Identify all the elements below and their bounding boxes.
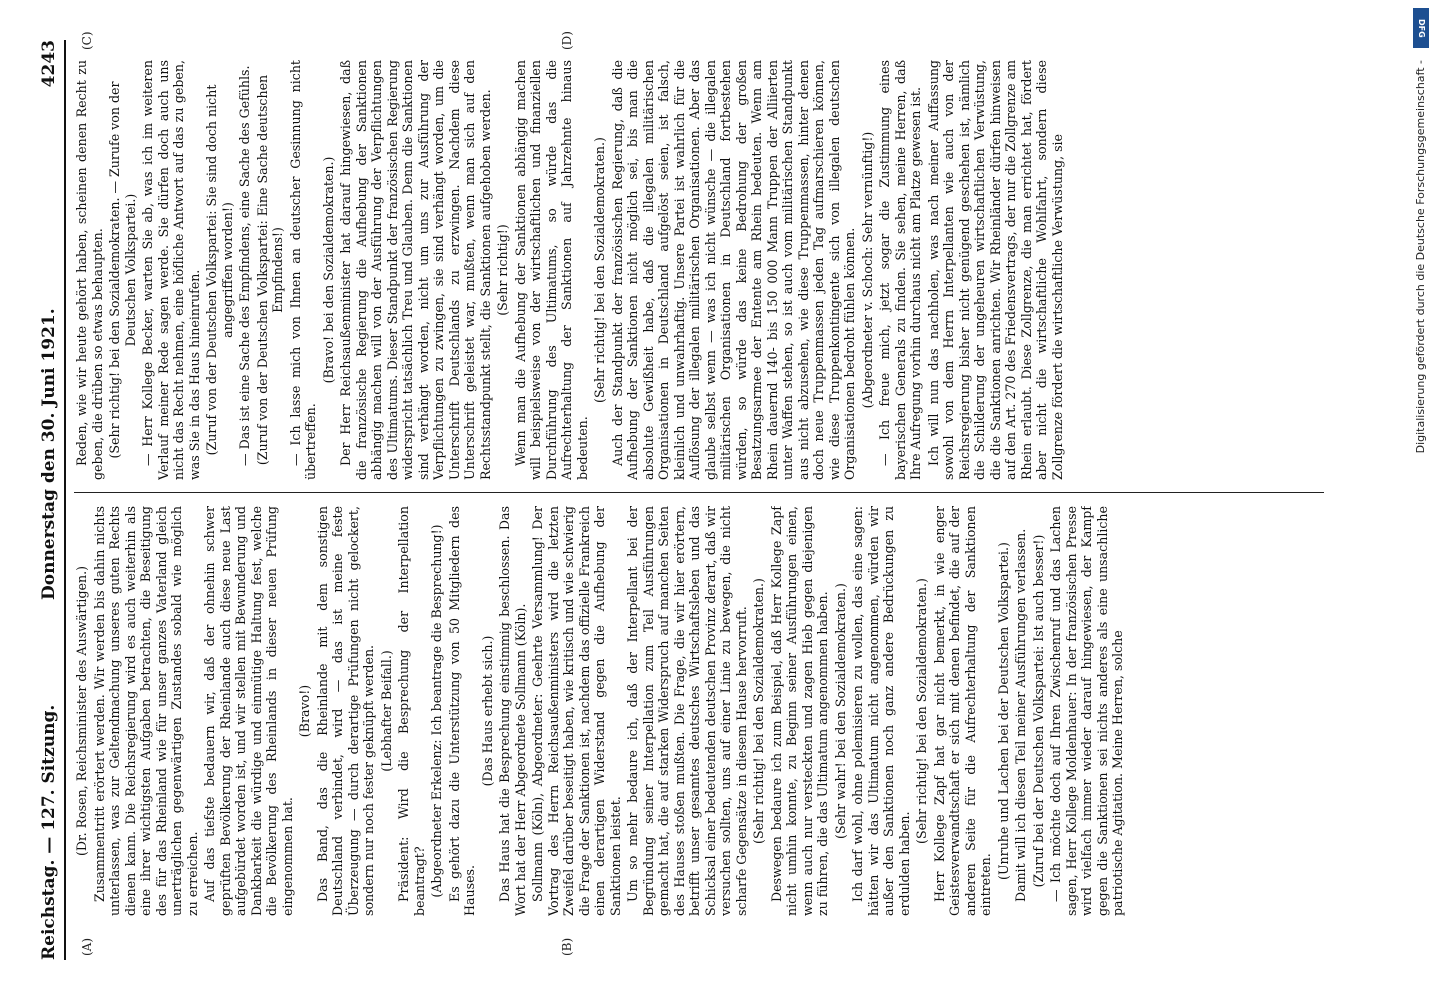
paragraph: (Zuruf von der Deutschen Volkspartei: Eine Sache deutschen Empfindens!) bbox=[254, 74, 285, 466]
paragraph: (Sehr richtig! bei den Sozialdemokraten.) bbox=[914, 578, 929, 844]
paragraph: — Ich freue mich, jetzt sogar die Zustimmung eines bayerischen Generals zu finden. Sie sehen, meine Herren, daß Ihre Aufregung vorhin durchaus nicht am Platze gewesen ist. bbox=[877, 60, 923, 480]
paragraph: (Dr. Rosen, Reichsminister des Auswärtigen.) bbox=[74, 565, 89, 857]
paragraph: Reden, wie wir heute gehört haben, scheinen denen Recht zu geben, die drüben so etwas behaupten. bbox=[74, 60, 105, 480]
paragraph: (Bravo!) bbox=[297, 684, 312, 738]
running-head bbox=[36, 40, 66, 960]
paragraph: — Das ist eine Sache des Empfindens, eine Sache des Gefühls. bbox=[237, 65, 252, 466]
paragraph: (Bravo! bei den Sozialdemokraten.) bbox=[320, 156, 336, 384]
paragraph: (Sehr richtig!) bbox=[495, 224, 510, 316]
running-head-date: Donnerstag den 30. Juni 1921. bbox=[39, 308, 59, 600]
paragraph: — Ich möchte doch auf Ihren Zwischenruf und das Lachen sagen, Herr Kollege Moldenhauer: In der französischen Presse wird vielfach immer wieder darauf hingewiesen, der Kampf gegen die Sanktionen sei nichts anderes als eine unsachliche patriotische Agitation. Meine Herren, solche bbox=[1048, 506, 1125, 916]
paragraph: Ich darf wohl, ohne polemisieren zu wollen, das eine sagen: hätten wir das Ultimatum nicht angenommen, würden wir außer den Sanktionen noch ganz andere Bedrückungen zu erdulden haben. bbox=[850, 506, 912, 916]
margin-mark-c: (C) bbox=[80, 31, 94, 50]
paragraph: (Zuruf bei der Deutschen Volkspartei: Ist auch besser!) bbox=[1030, 534, 1046, 888]
paragraph: Auf das tiefste bedauern wir, daß der ohnehin schwer geprüften Bevölkerung der Rheinlande auch diese neue Last aufgebürdet worden ist, und wir stellen mit Bewunderung und Dankbarkeit die würdige und einmütige Haltung fest, welche die Bevölkerung des Rheinlands in dieser neuen Prüfung eingenommen hat. bbox=[202, 506, 295, 916]
paragraph: (Unruhe und Lachen bei der Deutschen Volkspartei.) bbox=[995, 542, 1011, 880]
paragraph: Präsident: Wird die Besprechung der Interpellation beantragt? bbox=[396, 506, 427, 916]
digitization-credit: Digitalisierung gefördert durch die Deutsche Forschungsgemeinschaft - bbox=[1414, 60, 1427, 454]
paragraph: (Zuruf von der Deutschen Volkspartei: Sie sind doch nicht angegriffen worden!) bbox=[204, 84, 235, 456]
paragraph: (Das Haus erhebt sich.) bbox=[479, 635, 495, 787]
paragraph: Deswegen bedaure ich zum Beispiel, daß Herr Kollege Zapf nicht umhin konnte, zu Beginn seiner Ausführungen einen, wenn auch nur versteckten und zagen Hieb gegen diejenigen zu führen, die das Ultimatum angenommen haben. bbox=[768, 506, 830, 916]
column-divider bbox=[74, 492, 1324, 493]
paragraph: (Sehr richtig! bei den Sozialdemokraten. — Zurufe von der Deutschen Volkspartei.) bbox=[107, 81, 138, 459]
paragraph: Damit will ich diesen Teil meiner Ausführungen verlassen. bbox=[1013, 528, 1028, 902]
paragraph: Ich will nun das nachholen, was nach meiner Auffassung sowohl von dem Herrn Interpellanten wie auch von der Reichsregierung bisher nicht genügend geschehen ist, nämlich die Schilderung der ungeheuren wirtschaftlichen Verwüstung, die die Sanktionen anrichten. Wir Rheinländer dürfen hinweisen auf den Art. 270 des Friedensvertrags, der nur die Zollgrenze am Rhein erlaubt. Diese Zollgrenze, die man errichtet hat, fördert aber nicht die wirtschaftliche Wohlfahrt, sondern diese Zollgrenze fördert die wirtschaftliche Verwüstung, sie bbox=[925, 60, 1065, 480]
paragraph: (Lebhafter Beifall.) bbox=[378, 650, 394, 772]
text-column-right bbox=[74, 60, 1334, 480]
text-column-left bbox=[74, 506, 1334, 916]
paragraph: Auch der Standpunkt der französischen Regierung, daß die Aufhebung der Sanktionen nicht möglich sei, bis man die absolute Gewißheit habe, daß die illegalen militärischen Organisationen in Deutschland aufgelöst seien, ist falsch, kleinlich und unwahrhaftig. Unsere Partei ist wahrlich für die Auflösung der illegalen militärischen Organisationen. Aber das glaube selbst wenn — was ich nicht wünsche — die illegalen militärischen Organisationen in Deutschland fortbestehen würden, so würde das keine Bedrohung der großen Besatzungsarmee der Entente am Rhein bedeuten. Wenn am Rhein dauernd 140- bis 150 000 Mann Truppen der Alliierten unter Waffen stehen, so ist auch vom militärischen Standpunkt aus nicht abzusehen, wie diese Truppenmassen, hinter denen doch neue Truppenmassen jeden Tag aufmarschieren können, wie diese Truppenkontingente sich von illegalen deutschen Organisationen bedroht fühlen können. bbox=[609, 60, 857, 480]
margin-mark-b: (B) bbox=[560, 937, 574, 956]
paragraph: (Sehr richtig! bei den Sozialdemokraten.) bbox=[751, 578, 766, 844]
paragraph: (Abgeordneter Erkelenz: Ich beantrage die Besprechung!) bbox=[429, 524, 444, 898]
paragraph: Zusammentritt erörtert werden. Wir werden bis dahin nichts unterlassen, was zur Geltendmachung unseres guten Rechts dienen kann. Die Reichsregierung wird es auch weiterhin als eine ihrer wichtigsten Aufgaben betrachten, die Beseitigung des für das Rheinland wie für unser ganzes Vaterland gleich unerträglichen gegenwärtigen Zustandes sobald wie möglich zu erreichen. bbox=[91, 506, 200, 916]
digitization-note bbox=[1408, 0, 1434, 1000]
paragraph: Um so mehr bedaure ich, daß der Interpellant bei der Begründung seiner Interpellation zum Teil Ausführungen gemacht hat, die auf starken Widerspruch auf manchen Seiten des Hauses stoßen mußten. Die Frage, die wir hier erörtern, betrifft unser gesamtes deutsches Wirtschaftsleben und das Schicksal einer bedeutenden deutschen Provinz derart, daß wir versuchen sollten, uns auf einer Linie zu bewegen, die nicht scharfe Gegensätze in diesem Hause hervorruft. bbox=[625, 506, 749, 916]
paragraph: Es gehört dazu die Unterstützung von 50 Mitgliedern des Hauses. bbox=[446, 506, 477, 916]
paragraph: Herr Kollege Zapf hat gar nicht bemerkt, in wie enger Geistesverwandtschaft er sich mit denen befindet, die auf der anderen Seite für die Aufrechterhaltung der Sanktionen eintreten. bbox=[931, 506, 993, 916]
margin-mark-a: (A) bbox=[80, 937, 94, 956]
paragraph: Das Band, das die Rheinlande mit dem sonstigen Deutschland verbindet, wird — das ist meine feste Überzeugung — durch derartige Prüfungen nicht gelockert, sondern nur noch fester geknüpft werden. bbox=[314, 506, 376, 916]
paragraph: — Ich lasse mich von Ihnen an deutscher Gesinnung nicht übertreffen. bbox=[287, 60, 318, 480]
margin-mark-d: (D) bbox=[560, 31, 574, 50]
paragraph: (Sehr richtig! bei den Sozialdemokraten.) bbox=[592, 137, 607, 403]
page-number: 4243 bbox=[39, 40, 59, 88]
paragraph: (Abgeordneter v. Schoch: Sehr vernünftig!) bbox=[859, 131, 875, 409]
paragraph: Das Haus hat die Besprechung einstimmig beschlossen. Das Wort hat der Herr Abgeordnete Sollmann (Köln). bbox=[497, 506, 528, 916]
paragraph: Sollmann (Köln), Abgeordneter: Geehrte Versammlung! Der Vortrag des Herrn Reichsaußenministers wird die letzten Zweifel darüber beseitigt haben, wie kritisch und wie schwierig die Frage der Sanktionen ist, nachdem das offizielle Frankreich einen derartigen Widerstand gegen die Aufhebung der Sanktionen leistet. bbox=[530, 506, 623, 916]
running-head-left: Reichstag. — 127. Sitzung. bbox=[39, 704, 59, 960]
paragraph: Der Herr Reichsaußenminister hat darauf hingewiesen, daß die französische Regierung die Aufhebung der Sanktionen abhängig machen will von der Ausführung der Verpflichtungen des Ultimatums. Dieser Standpunkt der französischen Regierung widerspricht tatsächlich Treu und Glauben. Denn die Sanktionen sind verhängt worden, nicht um uns zur Ausführung der Verpflichtungen zu zwingen, sie sind verhängt worden, um die Unterschrift Deutschlands zu erzwingen. Nachdem diese Unterschrift geleistet war, mußten, wenn man sich auf den Rechtsstandpunkt stellt, die Sanktionen aufgehoben werden. bbox=[338, 60, 493, 480]
paragraph: (Sehr wahr! bei den Sozialdemokraten.) bbox=[832, 583, 848, 839]
paragraph: Wenn man die Aufhebung der Sanktionen abhängig machen will beispielsweise von der wirtschaftlichen und finanziellen Durchführung des Ultimatums, so würde das die Aufrechterhaltung der Sanktionen auf Jahrzehnte hinaus bedeuten. bbox=[512, 60, 590, 480]
paragraph: — Herr Kollege Becker, warten Sie ab, was ich im weiteren Verlauf meiner Rede sagen werde. Sie dürfen doch auch uns nicht das Recht nehmen, eine höfliche Antwort auf das zu geben, was Sie in das Haus hineinrufen. bbox=[140, 60, 202, 480]
dfg-logo: DFG bbox=[1413, 8, 1429, 48]
